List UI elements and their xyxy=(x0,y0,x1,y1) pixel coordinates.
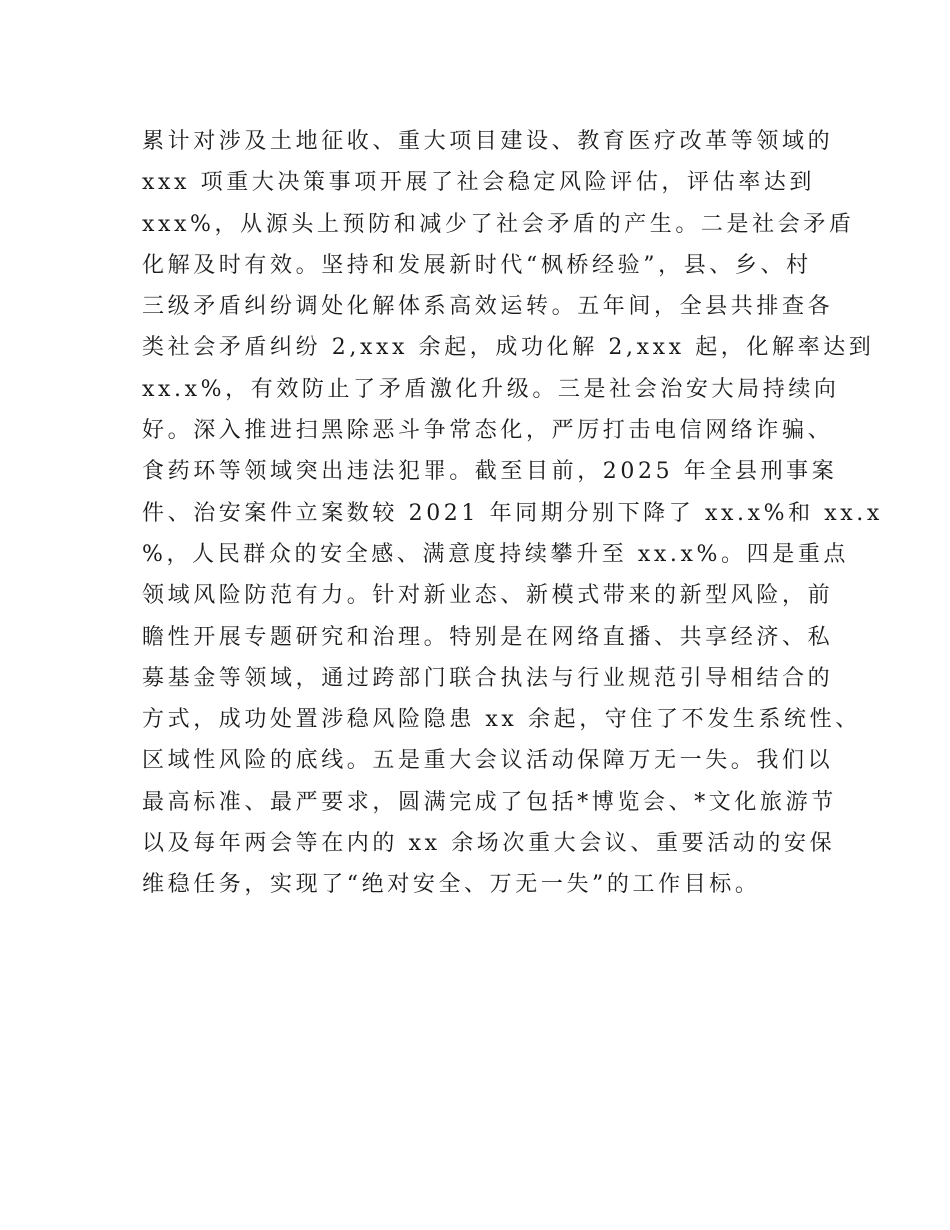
body-paragraph xyxy=(142,121,883,906)
paragraph-line: 最高标准、最严要求，圆满完成了包括*博览会、*文化旅游节 xyxy=(142,789,837,815)
paragraph-line: 区域性风险的底线。五是重大会议活动保障万无一失。我们以 xyxy=(142,748,834,774)
paragraph-line: 募基金等领域，通过跨部门联合执法与行业规范引导相结合的 xyxy=(142,665,834,691)
paragraph-line: 维稳任务，实现了“绝对安全、万无一失”的工作目标。 xyxy=(142,872,761,898)
paragraph-line: xx.x%，有效防止了矛盾激化升级。三是社会治安大局持续向 xyxy=(142,376,840,402)
paragraph-line: xxx%，从源头上预防和减少了社会矛盾的产生。二是社会矛盾 xyxy=(142,211,855,237)
paragraph-line: %，人民群众的安全感、满意度持续攀升至 xx.x%。四是重点 xyxy=(142,541,850,567)
paragraph-line: 三级矛盾纠纷调处化解体系高效运转。五年间，全县共排查各 xyxy=(142,294,834,320)
paragraph-line: 好。深入推进扫黑除恶斗争常态化，严厉打击电信网络诈骗、 xyxy=(142,418,834,444)
paragraph-line: 类社会矛盾纠纷 2,xxx 余起，成功化解 2,xxx 起，化解率达到 xyxy=(142,335,875,361)
paragraph-line: 化解及时有效。坚持和发展新时代“枫桥经验”，县、乡、村 xyxy=(142,252,812,278)
paragraph-line: xxx 项重大决策事项开展了社会稳定风险评估，评估率达到 xyxy=(142,170,816,196)
paragraph-line: 领域风险防范有力。针对新业态、新模式带来的新型风险，前 xyxy=(142,583,834,609)
paragraph-line: 食药环等领域突出违法犯罪。截至目前，2025 年全县刑事案 xyxy=(142,459,838,485)
paragraph-line: 累计对涉及土地征收、重大项目建设、教育医疗改革等领域的 xyxy=(142,129,834,154)
paragraph-line: 件、治安案件立案数较 2021 年同期分别下降了 xx.x%和 xx.x xyxy=(142,500,883,526)
paragraph-line: 瞻性开展专题研究和治理。特别是在网络直播、共享经济、私 xyxy=(142,624,834,650)
paragraph-line: 方式，成功处置涉稳风险隐患 xx 余起，守住了不发生系统性、 xyxy=(142,707,861,733)
paragraph-line: 以及每年两会等在内的 xx 余场次重大会议、重要活动的安保 xyxy=(142,831,836,857)
